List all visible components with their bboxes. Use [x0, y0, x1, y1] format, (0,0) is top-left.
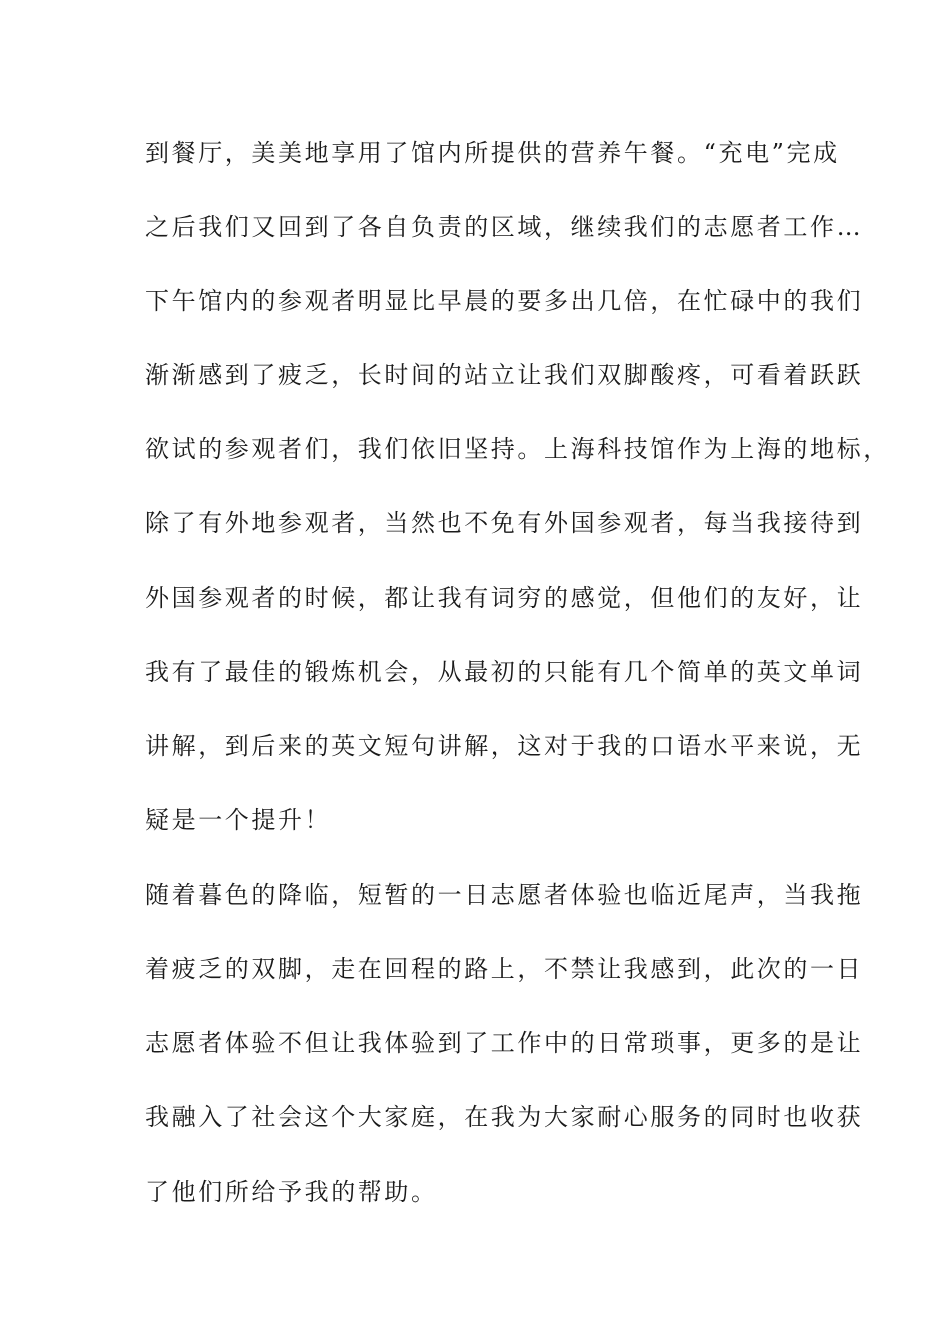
- paragraph-line: 渐渐感到了疲乏，长时间的站立让我们双脚酸疼，可看着跃跃: [145, 361, 864, 389]
- paragraph-line: 到餐厅，美美地享用了馆内所提供的营养午餐。“充电”完成: [145, 139, 840, 167]
- paragraph-line: 了他们所给予我的帮助。: [145, 1178, 438, 1206]
- paragraph-line: 疑是一个提升！: [145, 806, 332, 834]
- paragraph-line: 除了有外地参观者，当然也不免有外国参观者，每当我接待到: [145, 509, 864, 537]
- paragraph-line: 随着暮色的降临，短暂的一日志愿者体验也临近尾声，当我拖: [145, 881, 864, 909]
- paragraph-line: 下午馆内的参观者明显比早晨的要多出几倍，在忙碌中的我们: [145, 287, 864, 315]
- paragraph-line: 欲试的参观者们，我们依旧坚持。上海科技馆作为上海的地标，: [145, 435, 890, 463]
- paragraph-line: 外国参观者的时候，都让我有词穷的感觉，但他们的友好，让: [145, 584, 864, 612]
- paragraph-line: 我融入了社会这个大家庭，在我为大家耐心服务的同时也收获: [145, 1103, 864, 1131]
- paragraph-line: 我有了最佳的锻炼机会，从最初的只能有几个简单的英文单词: [145, 658, 864, 686]
- paragraph-line: 志愿者体验不但让我体验到了工作中的日常琐事，更多的是让: [145, 1029, 864, 1057]
- paragraph-line: 着疲乏的双脚，走在回程的路上，不禁让我感到，此次的一日: [145, 955, 864, 983]
- paragraph-line: 之后我们又回到了各自负责的区域，继续我们的志愿者工作…: [145, 213, 864, 241]
- paragraph-line: 讲解，到后来的英文短句讲解，这对于我的口语水平来说，无: [145, 732, 864, 760]
